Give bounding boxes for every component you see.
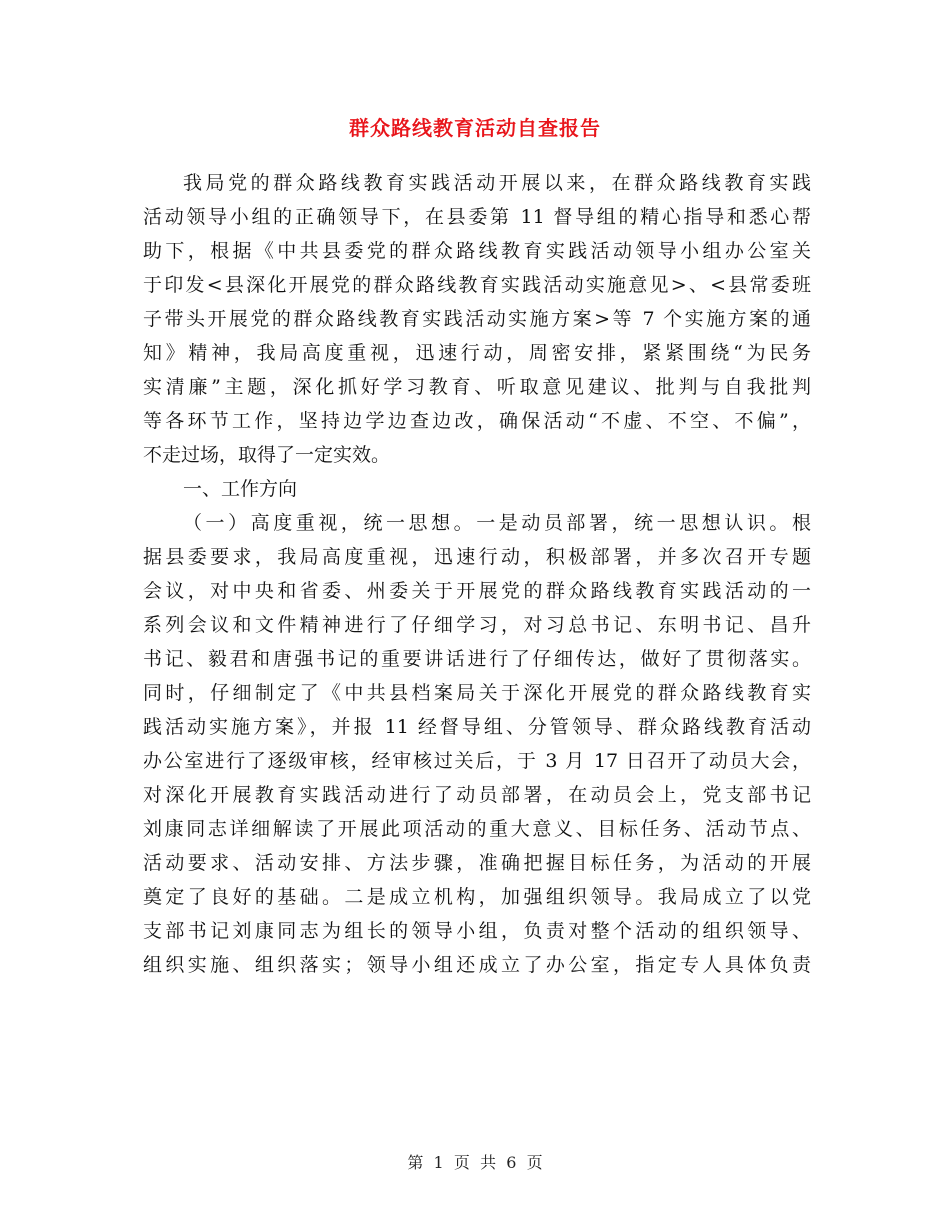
paragraph-line: 我局党的群众路线教育实践活动开展以来，在群众路线教育实践 [183,172,811,194]
paragraph-line: 实清廉”主题，深化抓好学习教育、听取意见建议、批判与自我批判 [143,376,811,398]
paragraph-line: 刘康同志详细解读了开展此项活动的重大意义、目标任务、活动节点、 [143,818,811,840]
paragraph-line: 助下，根据《中共县委党的群众路线教育实践活动领导小组办公室关 [143,240,811,262]
paragraph-line: 于印发<县深化开展党的群众路线教育实践活动实施意见>、<县常委班 [143,274,811,296]
paragraph-line: （一）高度重视，统一思想。一是动员部署，统一思想认识。根 [183,512,811,534]
paragraph-line: 践活动实施方案》，并报 11 经督导组、分管领导、群众路线教育活动 [143,716,811,738]
section-heading: 一、工作方向 [183,478,298,500]
paragraph-line: 书记、毅君和唐强书记的重要讲话进行了仔细传达，做好了贯彻落实。 [143,648,811,670]
paragraph-line: 办公室进行了逐级审核，经审核过关后，于 3 月 17 日召开了动员大会， [143,750,811,772]
paragraph-line: 知》精神，我局高度重视，迅速行动，周密安排，紧紧围绕“为民务 [143,342,811,364]
document-title: 群众路线教育活动自查报告 [349,116,601,140]
paragraph-line: 支部书记刘康同志为组长的领导小组，负责对整个活动的组织领导、 [143,920,811,942]
paragraph-line: 活动要求、活动安排、方法步骤，准确把握目标任务，为活动的开展 [143,852,811,874]
paragraph-line: 同时，仔细制定了《中共县档案局关于深化开展党的群众路线教育实 [143,682,811,704]
paragraph-line: 会议，对中央和省委、州委关于开展党的群众路线教育实践活动的一 [143,580,811,602]
page-footer: 第 1 页 共 6 页 [407,1153,543,1172]
paragraph-line: 据县委要求，我局高度重视，迅速行动，积极部署，并多次召开专题 [143,546,811,568]
document-body [143,166,811,982]
paragraph-line: 子带头开展党的群众路线教育实践活动实施方案>等 7 个实施方案的通 [143,308,811,330]
paragraph-line: 等各环节工作，坚持边学边查边改，确保活动“不虚、不空、不偏”， [143,410,811,432]
paragraph-line: 组织实施、组织落实；领导小组还成立了办公室，指定专人具体负责 [143,954,811,976]
paragraph-line: 不走过场，取得了一定实效。 [143,444,391,466]
paragraph-line: 系列会议和文件精神进行了仔细学习，对习总书记、东明书记、昌升 [143,614,811,636]
paragraph-line: 奠定了良好的基础。二是成立机构，加强组织领导。我局成立了以党 [143,886,811,908]
paragraph-line: 对深化开展教育实践活动进行了动员部署，在动员会上，党支部书记 [143,784,811,806]
paragraph-line: 活动领导小组的正确领导下，在县委第 11 督导组的精心指导和悉心帮 [143,206,811,228]
